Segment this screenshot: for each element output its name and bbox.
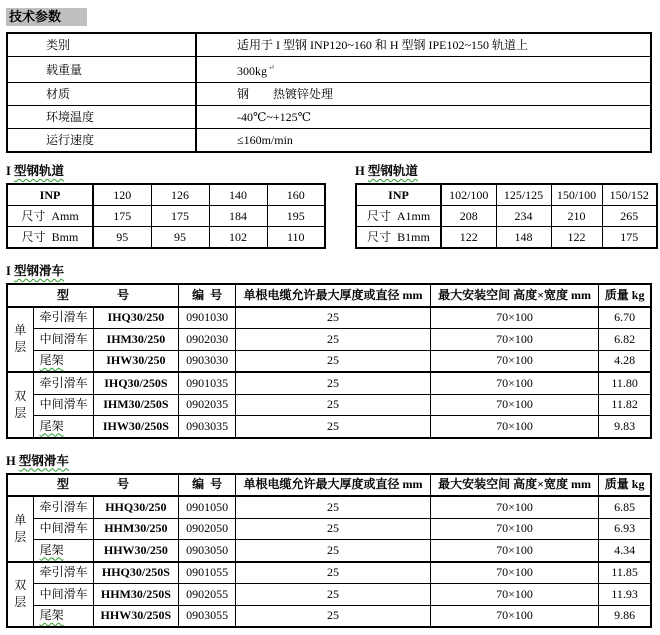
paragraph-mark-icon: ↵	[268, 63, 275, 72]
header-space: 最大安装空间 高度×宽度 mm	[430, 284, 599, 307]
header-code: 编 号	[179, 284, 236, 307]
param-label: 环境温度	[7, 106, 196, 129]
table-row	[7, 33, 651, 57]
trolley-code: 0902035	[179, 394, 236, 416]
h-trolley-table	[6, 473, 652, 629]
header-weight: 质量 kg	[599, 284, 651, 307]
param-value-text: -40℃~+125℃	[237, 110, 312, 124]
header-model-left: 型	[56, 287, 69, 302]
trolley-model: HHW30/250S	[93, 605, 178, 627]
trolley-type: 牵引滑车	[33, 307, 93, 329]
rail-dim-value: 175	[93, 206, 151, 227]
trolley-type: 中间滑车	[33, 329, 93, 351]
trolley-space: 70×100	[430, 562, 599, 584]
table-row	[356, 206, 657, 227]
rail-dim-value: 234	[496, 206, 551, 227]
trolley-cable: 25	[236, 307, 431, 329]
i-trolley-table	[6, 283, 652, 439]
rail-dim-value: 184	[209, 206, 267, 227]
table-row	[7, 416, 651, 438]
rail-dim-value: 208	[441, 206, 496, 227]
param-label: 载重量	[7, 57, 196, 83]
trolley-type: 牵引滑车	[33, 562, 93, 584]
trolley-model: HHM30/250	[93, 518, 178, 540]
table-row	[7, 350, 651, 372]
trolley-cable: 25	[236, 350, 431, 372]
table-row	[7, 562, 651, 584]
rail-dim-value: 95	[151, 227, 209, 249]
table-row	[7, 584, 651, 606]
param-value	[196, 57, 651, 83]
rail-dim-label: 尺寸 Bmm	[7, 227, 93, 249]
table-row	[7, 83, 651, 106]
h-rail-title	[355, 163, 658, 179]
trolley-model: HHQ30/250	[93, 496, 178, 518]
trolley-type: 牵引滑车	[33, 372, 93, 394]
technical-parameters-table	[6, 32, 652, 153]
trolley-weight: 4.34	[599, 540, 651, 562]
param-label: 类别	[7, 33, 196, 57]
trolley-weight: 6.85	[599, 496, 651, 518]
param-value	[196, 83, 651, 106]
i-rail-block	[6, 163, 326, 249]
layer-label: 双层	[7, 562, 33, 628]
rail-dim-value: 210	[551, 206, 602, 227]
rail-dim-label: 尺寸 B1mm	[356, 227, 441, 249]
trolley-weight: 9.86	[599, 605, 651, 627]
table-row	[7, 605, 651, 627]
trolley-cable: 25	[236, 562, 431, 584]
table-row	[7, 106, 651, 129]
header-space: 最大安装空间 高度×宽度 mm	[430, 474, 599, 497]
trolley-type: 中间滑车	[33, 518, 93, 540]
trolley-type-text: 尾架	[39, 608, 64, 622]
trolley-weight: 11.85	[599, 562, 651, 584]
rail-header-value: 126	[151, 184, 209, 206]
trolley-weight: 6.70	[599, 307, 651, 329]
rail-dim-value: 110	[267, 227, 325, 249]
trolley-type: 牵引滑车	[33, 496, 93, 518]
rail-dim-value: 175	[602, 227, 657, 249]
rail-header-value: 150/100	[551, 184, 602, 206]
rail-header-value: 120	[93, 184, 151, 206]
trolley-space: 70×100	[430, 307, 599, 329]
title-prefix: I	[6, 164, 14, 178]
trolley-model: HHW30/250	[93, 540, 178, 562]
trolley-code: 0903050	[179, 540, 236, 562]
trolley-code: 0903035	[179, 416, 236, 438]
title-prefix: H	[6, 453, 19, 468]
trolley-type	[33, 605, 93, 627]
trolley-type	[33, 416, 93, 438]
trolley-code: 0902030	[179, 329, 236, 351]
table-row	[7, 540, 651, 562]
trolley-cable: 25	[236, 416, 431, 438]
trolley-model: IHQ30/250S	[93, 372, 178, 394]
trolley-space: 70×100	[430, 329, 599, 351]
header-cable: 单根电缆允许最大厚度或直径 mm	[236, 284, 431, 307]
h-trolley-title	[6, 453, 660, 469]
trolley-type	[33, 350, 93, 372]
rail-header-value: 150/152	[602, 184, 657, 206]
trolley-type-text: 尾架	[39, 418, 64, 433]
trolley-model: IHM30/250S	[93, 394, 178, 416]
trolley-space: 70×100	[430, 518, 599, 540]
trolley-weight: 11.93	[599, 584, 651, 606]
table-row	[7, 307, 651, 329]
header-model-left: 型	[56, 477, 69, 491]
rail-dim-value: 95	[93, 227, 151, 249]
header-code: 编 号	[179, 474, 236, 497]
trolley-weight: 4.28	[599, 350, 651, 372]
trolley-code: 0901030	[179, 307, 236, 329]
trolley-weight: 11.80	[599, 372, 651, 394]
rail-header-value: 140	[209, 184, 267, 206]
trolley-weight: 6.82	[599, 329, 651, 351]
title-prefix: I	[6, 264, 14, 278]
rail-header-value: 160	[267, 184, 325, 206]
param-value-text: 300kg	[237, 64, 267, 78]
table-row	[356, 184, 657, 206]
trolley-type: 中间滑车	[33, 394, 93, 416]
trolley-model: HHQ30/250S	[93, 562, 178, 584]
table-row	[7, 57, 651, 83]
trolley-type	[33, 540, 93, 562]
rail-header-label: INP	[7, 184, 93, 206]
trolley-code: 0901035	[179, 372, 236, 394]
trolley-type-text: 尾架	[39, 542, 64, 557]
header-model-right: 号	[116, 477, 129, 491]
trolley-space: 70×100	[430, 584, 599, 606]
trolley-space: 70×100	[430, 605, 599, 627]
trolley-model: IHW30/250	[93, 350, 178, 372]
trolley-space: 70×100	[430, 496, 599, 518]
header-cable: 单根电缆允许最大厚度或直径 mm	[236, 474, 431, 497]
trolley-space: 70×100	[430, 540, 599, 562]
table-row	[7, 129, 651, 153]
trolley-model: HHM30/250S	[93, 584, 178, 606]
trolley-weight: 11.82	[599, 394, 651, 416]
layer-label: 双层	[7, 372, 33, 438]
trolley-cable: 25	[236, 394, 431, 416]
table-row	[7, 518, 651, 540]
trolley-space: 70×100	[430, 394, 599, 416]
table-row	[7, 372, 651, 394]
param-value	[196, 129, 651, 153]
trolley-code: 0901050	[179, 496, 236, 518]
param-label: 运行速度	[7, 129, 196, 153]
title-prefix: H	[355, 164, 368, 178]
trolley-cable: 25	[236, 540, 431, 562]
i-trolley-title	[6, 263, 660, 279]
rail-tables-section	[6, 163, 660, 249]
table-row	[7, 206, 325, 227]
trolley-cable: 25	[236, 605, 431, 627]
title-text: 型钢轨道	[14, 164, 65, 178]
title-text: 型钢滑车	[18, 453, 69, 468]
trolley-cable: 25	[236, 329, 431, 351]
param-value-text: 钢 热镀锌处理	[237, 87, 334, 101]
rail-dim-value: 148	[496, 227, 551, 249]
table-row	[7, 184, 325, 206]
param-value	[196, 106, 651, 129]
title-text: 型钢滑车	[14, 264, 65, 278]
trolley-cable: 25	[236, 372, 431, 394]
trolley-space: 70×100	[430, 416, 599, 438]
trolley-code: 0902050	[179, 518, 236, 540]
h-rail-block	[355, 163, 658, 249]
trolley-code: 0902055	[179, 584, 236, 606]
table-row	[7, 329, 651, 351]
trolley-space: 70×100	[430, 372, 599, 394]
trolley-space: 70×100	[430, 350, 599, 372]
rail-dim-value: 122	[441, 227, 496, 249]
header-model-right: 号	[116, 287, 129, 302]
trolley-code: 0903055	[179, 605, 236, 627]
table-row	[356, 227, 657, 249]
rail-header-value: 125/125	[496, 184, 551, 206]
page-title: 技术参数	[6, 8, 87, 26]
rail-dim-label: 尺寸 A1mm	[356, 206, 441, 227]
title-text: 型钢轨道	[367, 164, 418, 178]
trolley-cable: 25	[236, 496, 431, 518]
param-value	[196, 33, 651, 57]
table-header-row	[7, 474, 651, 497]
param-value-text: 适用于 I 型钢 INP120~160 和 H 型钢 IPE102~150 轨道上	[237, 38, 528, 52]
rail-dim-value: 102	[209, 227, 267, 249]
trolley-model: IHM30/250	[93, 329, 178, 351]
table-row	[7, 394, 651, 416]
h-rail-table	[355, 183, 658, 249]
rail-header-label: INP	[356, 184, 441, 206]
layer-label: 单层	[7, 307, 33, 373]
trolley-type-text: 尾架	[39, 353, 64, 367]
rail-dim-value: 122	[551, 227, 602, 249]
trolley-type: 中间滑车	[33, 584, 93, 606]
model-header-cell	[7, 284, 179, 307]
trolley-code: 0903030	[179, 350, 236, 372]
trolley-cable: 25	[236, 584, 431, 606]
rail-dim-label: 尺寸 Amm	[7, 206, 93, 227]
rail-header-value: 102/100	[441, 184, 496, 206]
trolley-weight: 9.83	[599, 416, 651, 438]
trolley-cable: 25	[236, 518, 431, 540]
table-row	[7, 496, 651, 518]
i-rail-table	[6, 183, 326, 249]
i-rail-title	[6, 163, 326, 179]
table-header-row	[7, 284, 651, 307]
layer-label: 单层	[7, 496, 33, 562]
table-row	[7, 227, 325, 249]
param-value-text: ≤160m/min	[237, 133, 293, 147]
model-header-cell	[7, 474, 179, 497]
trolley-weight: 6.93	[599, 518, 651, 540]
param-label: 材质	[7, 83, 196, 106]
rail-dim-value: 175	[151, 206, 209, 227]
rail-dim-value: 265	[602, 206, 657, 227]
header-weight: 质量 kg	[599, 474, 651, 497]
rail-dim-value: 195	[267, 206, 325, 227]
trolley-code: 0901055	[179, 562, 236, 584]
trolley-model: IHQ30/250	[93, 307, 178, 329]
trolley-model: IHW30/250S	[93, 416, 178, 438]
